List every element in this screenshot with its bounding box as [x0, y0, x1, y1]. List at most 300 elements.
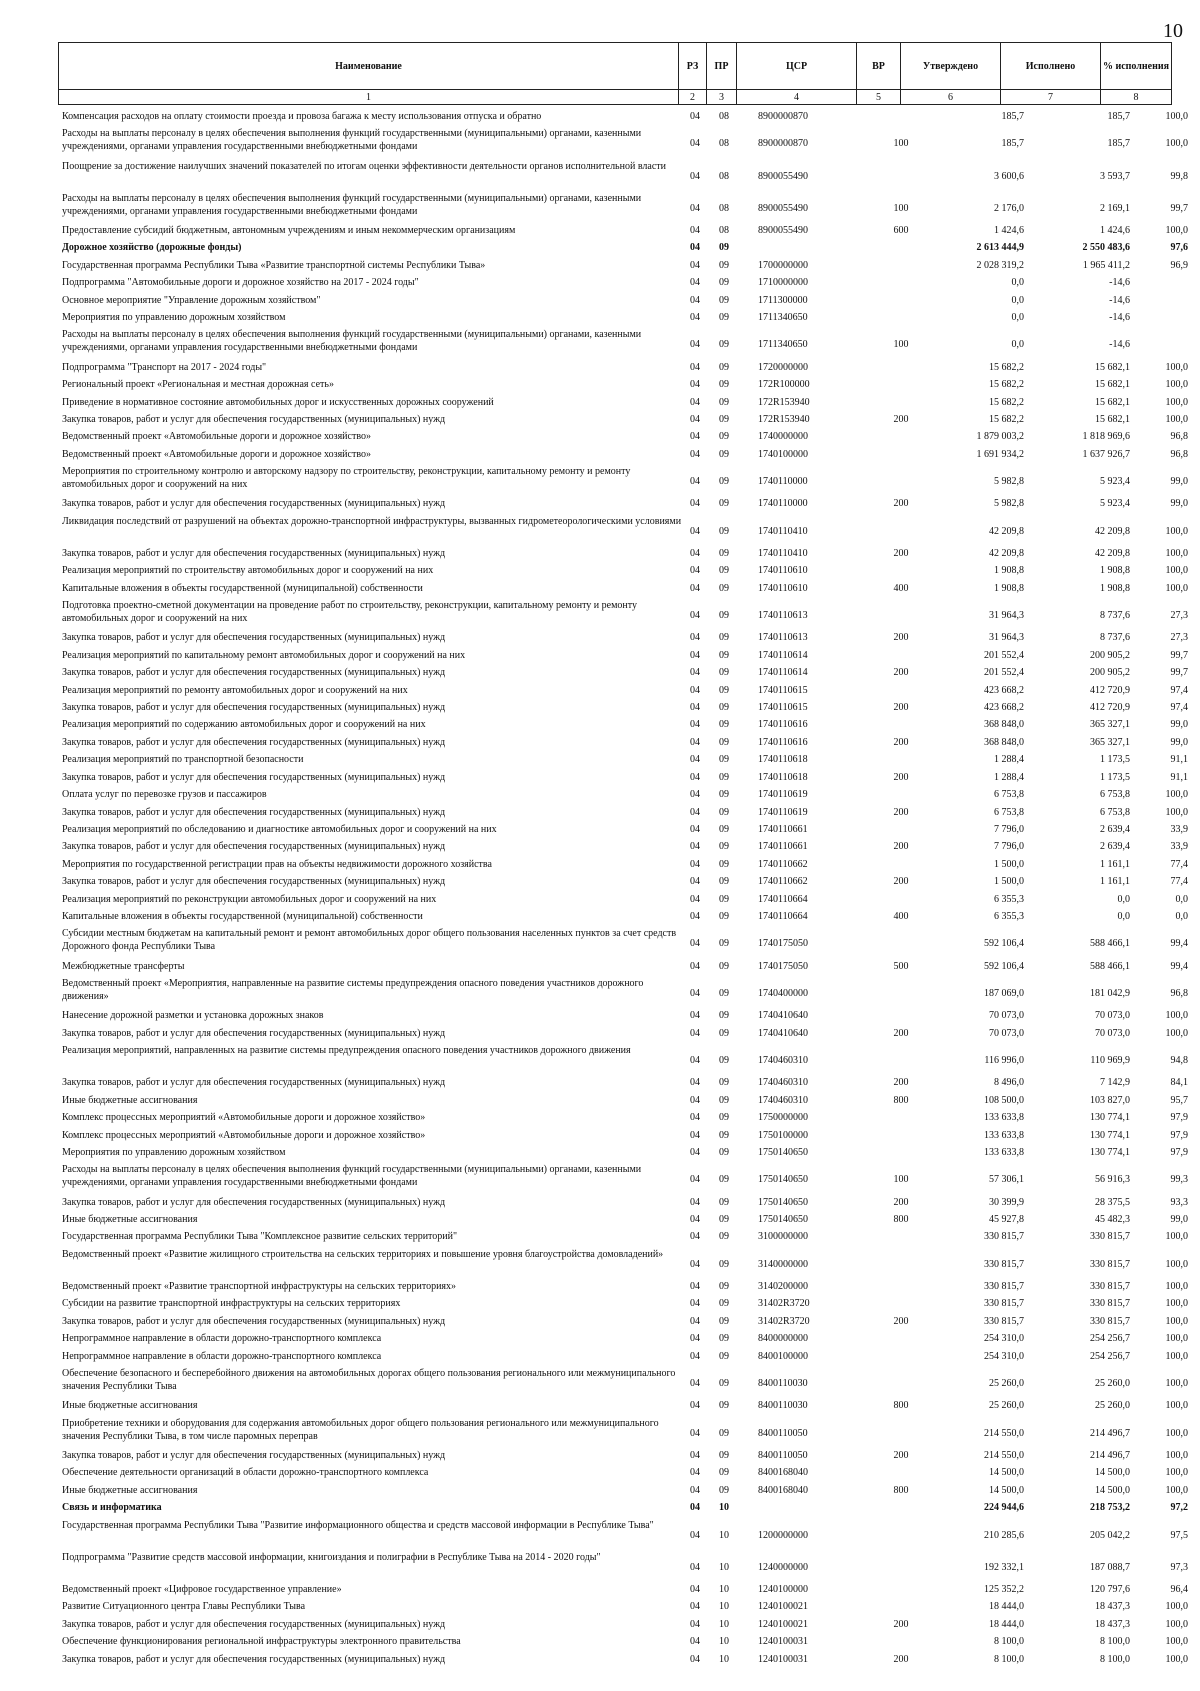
- row-approved: 0,0: [1011, 312, 1024, 324]
- row-vr: 200: [893, 736, 909, 748]
- row-name: Ведомственный проект «Развитие транспортной инфраструктуры на сельских территориях»: [62, 1281, 457, 1292]
- row-vr: 100: [893, 1174, 909, 1186]
- table-row: [58, 378, 1188, 395]
- row-rz: 04: [690, 1196, 700, 1208]
- row-executed: 365 327,1: [1090, 736, 1130, 748]
- table-row: [58, 1417, 1188, 1449]
- row-executed: 130 774,1: [1090, 1129, 1130, 1141]
- row-pr: 09: [719, 771, 729, 783]
- row-vr: 200: [893, 1653, 909, 1665]
- row-pr: 09: [719, 582, 729, 594]
- row-name: Непрограммное направление в области дорожно-транспортного комплекса: [62, 1333, 382, 1345]
- row-rz: 04: [690, 1174, 700, 1186]
- row-rz: 04: [690, 911, 700, 923]
- row-percent: 100,0: [1165, 1010, 1188, 1022]
- row-approved: 18 444,0: [989, 1601, 1024, 1613]
- row-vr: 800: [893, 1094, 909, 1106]
- row-percent: 96,8: [1170, 431, 1188, 443]
- row-executed: 1 637 926,7: [1082, 448, 1130, 460]
- row-pr: 09: [719, 294, 729, 306]
- row-name: Закупка товаров, работ и услуг для обеспечения государственных (муниципальных) нужд: [62, 806, 446, 818]
- row-approved: 116 996,0: [984, 1055, 1024, 1067]
- row-name: Приведение в нормативное состояние автомобильных дорог и искусственных дорожных сооружений: [62, 396, 494, 408]
- row-percent: 100,0: [1165, 1258, 1188, 1270]
- row-percent: 93,3: [1170, 1196, 1188, 1208]
- row-name: Иные бюджетные ассигнования: [62, 1400, 198, 1412]
- row-percent: 97,6: [1170, 242, 1188, 254]
- row-rz: 04: [690, 1653, 700, 1665]
- row-percent: 97,9: [1170, 1112, 1188, 1124]
- row-percent: 95,7: [1170, 1094, 1188, 1106]
- row-pr: 08: [719, 170, 729, 182]
- row-csr: 1740110619: [758, 789, 808, 801]
- row-executed: 3 593,7: [1100, 170, 1130, 182]
- row-rz: 04: [690, 1281, 700, 1292]
- row-pr: 09: [719, 277, 729, 289]
- row-rz: 04: [690, 170, 700, 182]
- row-rz: 04: [690, 1094, 700, 1106]
- row-rz: 04: [690, 431, 700, 443]
- header-executed: Исполнено: [1001, 43, 1101, 90]
- row-approved: 7 796,0: [994, 841, 1024, 853]
- row-pr: 09: [719, 1378, 729, 1390]
- row-executed: 14 500,0: [1095, 1484, 1130, 1496]
- table-row: [58, 1044, 1188, 1076]
- row-percent: 97,5: [1170, 1529, 1188, 1541]
- table-row: [58, 1196, 1188, 1213]
- row-csr: 1740175050: [758, 938, 808, 950]
- row-vr: 800: [893, 1484, 909, 1496]
- table-row: [58, 599, 1188, 631]
- row-executed: 1 908,8: [1100, 565, 1130, 577]
- table-row: [58, 823, 1188, 840]
- table-row: [58, 1399, 1188, 1416]
- row-csr: 172R153940: [758, 413, 810, 425]
- row-name: Иные бюджетные ассигнования: [62, 1484, 198, 1496]
- row-rz: 04: [690, 771, 700, 783]
- row-pr: 09: [719, 361, 729, 373]
- row-csr: 1740110661: [758, 841, 808, 853]
- row-executed: 330 815,7: [1090, 1281, 1130, 1292]
- row-rz: 04: [690, 684, 700, 696]
- row-percent: 99,4: [1170, 960, 1188, 972]
- table-row: [58, 631, 1188, 648]
- row-executed: 8 737,6: [1100, 632, 1130, 644]
- row-vr: 200: [893, 806, 909, 818]
- row-approved: 1 691 934,2: [976, 448, 1024, 460]
- row-rz: 04: [690, 1129, 700, 1141]
- row-percent: 97,3: [1170, 1561, 1188, 1573]
- row-approved: 7 796,0: [994, 823, 1024, 835]
- row-csr: 1740410640: [758, 1010, 808, 1022]
- row-executed: 412 720,9: [1090, 684, 1130, 696]
- row-percent: 100,0: [1165, 361, 1188, 373]
- row-pr: 09: [719, 649, 729, 661]
- row-approved: 57 306,1: [989, 1174, 1024, 1186]
- row-name: Непрограммное направление в области дорожно-транспортного комплекса: [62, 1350, 382, 1362]
- row-pr: 09: [719, 1427, 729, 1439]
- row-csr: 1740460310: [758, 1094, 808, 1106]
- row-executed: 130 774,1: [1090, 1146, 1130, 1158]
- row-pr: 09: [719, 1467, 729, 1479]
- row-name: Государственная программа Республики Тыва "Развитие информационного общества и средств массовой информации в Республике Тыва": [62, 1519, 654, 1531]
- row-pr: 09: [719, 431, 729, 443]
- row-rz: 04: [690, 138, 700, 150]
- row-rz: 04: [690, 1467, 700, 1479]
- table-row: [58, 960, 1188, 977]
- row-executed: 110 969,9: [1090, 1055, 1130, 1067]
- row-executed: 7 142,9: [1100, 1077, 1130, 1089]
- row-pr: 08: [719, 111, 729, 122]
- row-csr: 31402R3720: [758, 1298, 810, 1310]
- row-name: Мероприятия по государственной регистрации прав на объекты недвижимости дорожного хозяйства: [62, 858, 492, 870]
- row-csr: 1740110615: [758, 702, 808, 714]
- row-csr: 172R100000: [758, 379, 810, 391]
- row-rz: 04: [690, 1010, 700, 1022]
- row-rz: 04: [690, 1146, 700, 1158]
- table-row: [58, 1280, 1188, 1297]
- row-approved: 70 073,0: [989, 1027, 1024, 1039]
- row-name: Оплата услуг по перевозке грузов и пассажиров: [62, 789, 267, 801]
- row-csr: 1740110613: [758, 632, 808, 644]
- row-rz: 04: [690, 1502, 700, 1514]
- row-percent: 100,0: [1165, 1350, 1188, 1362]
- row-rz: 04: [690, 259, 700, 271]
- row-percent: 100,0: [1165, 138, 1188, 150]
- row-executed: 330 815,7: [1090, 1231, 1130, 1243]
- row-rz: 04: [690, 1400, 700, 1412]
- col-number: 1: [59, 90, 679, 105]
- row-executed: 8 100,0: [1100, 1653, 1130, 1665]
- row-approved: 224 944,6: [984, 1502, 1024, 1514]
- row-executed: 254 256,7: [1090, 1333, 1130, 1345]
- table-row: [58, 465, 1188, 497]
- table-row: [58, 515, 1188, 547]
- row-csr: 8900000870: [758, 138, 808, 150]
- page-number: 10: [1163, 20, 1183, 42]
- row-approved: 2 176,0: [994, 202, 1024, 214]
- row-rz: 04: [690, 312, 700, 324]
- row-executed: 8 100,0: [1100, 1636, 1130, 1648]
- row-name: Подпрограмма "Автомобильные дороги и дорожное хозяйство на 2017 - 2024 годы": [62, 277, 419, 289]
- row-vr: 100: [893, 202, 909, 214]
- row-name: Реализация мероприятий по капитальному ремонт автомобильных дорог и сооружений на них: [62, 649, 466, 661]
- row-rz: 04: [690, 277, 700, 289]
- row-csr: 8400100000: [758, 1350, 808, 1362]
- table-row: [58, 893, 1188, 910]
- row-name: Комплекс процессных мероприятий «Автомобильные дороги и дорожное хозяйство»: [62, 1112, 426, 1124]
- row-percent: 97,9: [1170, 1146, 1188, 1158]
- row-name: Закупка товаров, работ и услуг для обеспечения государственных (муниципальных) нужд: [62, 498, 446, 510]
- row-vr: 200: [893, 876, 909, 888]
- row-csr: 1740110619: [758, 806, 808, 818]
- row-approved: 0,0: [1011, 294, 1024, 306]
- row-rz: 04: [690, 361, 700, 373]
- row-pr: 09: [719, 1027, 729, 1039]
- row-rz: 04: [690, 806, 700, 818]
- row-pr: 09: [719, 1298, 729, 1310]
- row-rz: 04: [690, 988, 700, 1000]
- row-vr: 500: [893, 960, 909, 972]
- row-name: Закупка товаров, работ и услуг для обеспечения государственных (муниципальных) нужд: [62, 1618, 446, 1630]
- row-percent: 100,0: [1165, 1449, 1188, 1461]
- row-approved: 8 496,0: [994, 1077, 1024, 1089]
- row-name: Развитие Ситуационного центра Главы Республики Тыва: [62, 1601, 306, 1613]
- row-percent: 100,0: [1165, 525, 1188, 537]
- row-csr: 1240100031: [758, 1636, 808, 1648]
- row-rz: 04: [690, 476, 700, 488]
- row-percent: 99,0: [1170, 1213, 1188, 1225]
- row-approved: 31 964,3: [989, 632, 1024, 644]
- table-row: [58, 1635, 1188, 1652]
- row-vr: 100: [893, 138, 909, 150]
- row-percent: 100,0: [1165, 806, 1188, 818]
- row-executed: 15 682,1: [1095, 361, 1130, 373]
- row-pr: 09: [719, 719, 729, 731]
- row-percent: 91,1: [1170, 754, 1188, 766]
- row-pr: 09: [719, 476, 729, 488]
- row-name: Государственная программа Республики Тыва «Развитие транспортной системы Республики Тыва»: [62, 259, 486, 271]
- table-row: [58, 771, 1188, 788]
- row-name: Реализация мероприятий по строительству автомобильных дорог и сооружений на них: [62, 565, 434, 577]
- row-rz: 04: [690, 876, 700, 888]
- table-row: [58, 875, 1188, 892]
- table-row: [58, 1466, 1188, 1483]
- row-vr: 200: [893, 771, 909, 783]
- row-pr: 09: [719, 858, 729, 870]
- row-approved: 1 908,8: [994, 565, 1024, 577]
- row-executed: 412 720,9: [1090, 702, 1130, 714]
- row-percent: 84,1: [1170, 1077, 1188, 1089]
- row-pr: 10: [719, 1583, 729, 1595]
- row-rz: 04: [690, 202, 700, 214]
- row-approved: 214 550,0: [984, 1449, 1024, 1461]
- row-percent: 99,7: [1170, 202, 1188, 214]
- row-rz: 04: [690, 841, 700, 853]
- row-name: Закупка товаров, работ и услуг для обеспечения государственных (муниципальных) нужд: [62, 547, 446, 559]
- row-name: Реализация мероприятий по содержанию автомобильных дорог и сооружений на них: [62, 719, 426, 731]
- row-csr: 1740400000: [758, 988, 808, 1000]
- row-vr: 200: [893, 1315, 909, 1327]
- row-percent: 97,9: [1170, 1129, 1188, 1141]
- row-rz: 04: [690, 448, 700, 460]
- row-rz: 04: [690, 632, 700, 644]
- row-vr: 200: [893, 413, 909, 425]
- row-rz: 04: [690, 582, 700, 594]
- row-rz: 04: [690, 610, 700, 622]
- row-csr: 1740110615: [758, 684, 808, 696]
- row-name: Ликвидация последствий от разрушений на объектах дорожно-транспортной инфраструктуры, вызванных гидрометеорологическими условиями: [62, 515, 682, 527]
- row-csr: 1740110614: [758, 667, 808, 679]
- row-percent: 100,0: [1165, 547, 1188, 559]
- col-number: 4: [737, 90, 857, 105]
- row-pr: 09: [719, 1129, 729, 1141]
- row-name: Закупка товаров, работ и услуг для обеспечения государственных (муниципальных) нужд: [62, 771, 446, 783]
- row-rz: 04: [690, 565, 700, 577]
- row-approved: 6 753,8: [994, 789, 1024, 801]
- row-approved: 1 879 003,2: [976, 431, 1024, 443]
- row-pr: 09: [719, 242, 729, 254]
- header-vr: ВР: [857, 43, 901, 90]
- table-row: [58, 396, 1188, 413]
- table-row: [58, 497, 1188, 514]
- row-csr: 8900055490: [758, 170, 808, 182]
- budget-table-header: [58, 42, 1172, 105]
- row-pr: 09: [719, 736, 729, 748]
- row-name: Расходы на выплаты персоналу в целях обеспечения выполнения функций государственными (муниципальными) органами, казенными учреждениями, органами управления государственными внебюджетными фондами: [62, 192, 642, 217]
- row-executed: 0,0: [1117, 911, 1130, 923]
- row-executed: 214 496,7: [1090, 1449, 1130, 1461]
- row-name: Закупка товаров, работ и услуг для обеспечения государственных (муниципальных) нужд: [62, 736, 446, 748]
- table-row: [58, 1484, 1188, 1501]
- row-executed: 1 818 969,6: [1082, 431, 1130, 443]
- row-pr: 09: [719, 1094, 729, 1106]
- row-pr: 10: [719, 1601, 729, 1613]
- row-executed: 25 260,0: [1095, 1400, 1130, 1412]
- row-rz: 04: [690, 1258, 700, 1270]
- table-row: [58, 806, 1188, 823]
- row-rz: 04: [690, 339, 700, 351]
- row-approved: 31 964,3: [989, 610, 1024, 622]
- row-executed: 15 682,1: [1095, 379, 1130, 391]
- row-name: Закупка товаров, работ и услуг для обеспечения государственных (муниципальных) нужд: [62, 413, 446, 425]
- row-percent: 96,8: [1170, 988, 1188, 1000]
- row-vr: 200: [893, 841, 909, 853]
- row-rz: 04: [690, 789, 700, 801]
- row-pr: 09: [719, 610, 729, 622]
- row-approved: 185,7: [1001, 138, 1024, 150]
- row-approved: 15 682,2: [989, 413, 1024, 425]
- row-percent: 100,0: [1165, 1467, 1188, 1479]
- row-rz: 04: [690, 498, 700, 510]
- row-csr: 1240100031: [758, 1653, 808, 1665]
- row-executed: 15 682,1: [1095, 396, 1130, 408]
- table-row: [58, 718, 1188, 735]
- table-row: [58, 361, 1188, 378]
- row-csr: 1740110000: [758, 498, 808, 510]
- row-pr: 08: [719, 225, 729, 237]
- row-executed: 365 327,1: [1090, 719, 1130, 731]
- row-csr: 1740110618: [758, 771, 808, 783]
- row-csr: 1740110410: [758, 547, 808, 559]
- row-name: Ведомственный проект «Автомобильные дороги и дорожное хозяйство»: [62, 431, 371, 443]
- row-csr: 8900000870: [758, 111, 808, 122]
- table-row: [58, 1449, 1188, 1466]
- row-pr: 09: [719, 1449, 729, 1461]
- row-executed: 6 753,8: [1100, 806, 1130, 818]
- row-rz: 04: [690, 858, 700, 870]
- row-name: Региональный проект «Региональная и местная дорожная сеть»: [62, 379, 334, 391]
- row-name: Мероприятия по строительному контролю и авторскому надзору по строительству, реконструкции, капитальному ремонту и ремонту автомобильных дорог и сооружений на них: [62, 466, 631, 491]
- row-executed: -14,6: [1109, 294, 1130, 306]
- row-name: Нанесение дорожной разметки и установка дорожных знаков: [62, 1010, 324, 1022]
- row-percent: 100,0: [1165, 789, 1188, 801]
- table-row: [58, 1600, 1188, 1617]
- row-pr: 09: [719, 498, 729, 510]
- table-row: [58, 1027, 1188, 1044]
- row-pr: 09: [719, 1146, 729, 1158]
- row-csr: 8400168040: [758, 1467, 808, 1479]
- table-row: [58, 294, 1171, 311]
- row-percent: 99,0: [1170, 476, 1188, 488]
- row-name: Основное мероприятие "Управление дорожным хозяйством": [62, 294, 321, 306]
- row-approved: 592 106,4: [984, 960, 1024, 972]
- row-csr: 1750140650: [758, 1146, 808, 1158]
- row-csr: 172R153940: [758, 396, 810, 408]
- row-csr: 1711340650: [758, 339, 808, 351]
- row-percent: 99,4: [1170, 938, 1188, 950]
- row-csr: 1750140650: [758, 1174, 808, 1186]
- row-pr: 09: [719, 1077, 729, 1089]
- row-name: Закупка товаров, работ и услуг для обеспечения государственных (муниципальных) нужд: [62, 1315, 446, 1327]
- row-pr: 09: [719, 1315, 729, 1327]
- row-name: Закупка товаров, работ и услуг для обеспечения государственных (муниципальных) нужд: [62, 632, 446, 644]
- row-approved: 0,0: [1011, 277, 1024, 289]
- row-rz: 04: [690, 413, 700, 425]
- table-row: [58, 1163, 1188, 1195]
- row-approved: 214 550,0: [984, 1427, 1024, 1439]
- row-csr: 8400110050: [758, 1427, 808, 1439]
- row-name: Субсидии на развитие транспортной инфраструктуры на сельских территориях: [62, 1298, 401, 1310]
- row-executed: 1 424,6: [1100, 225, 1130, 237]
- row-csr: 1200000000: [758, 1529, 808, 1541]
- row-percent: 99,3: [1170, 1174, 1188, 1186]
- row-approved: 192 332,1: [984, 1561, 1024, 1573]
- row-vr: 200: [893, 498, 909, 510]
- row-approved: 201 552,4: [984, 667, 1024, 679]
- row-approved: 8 100,0: [994, 1636, 1024, 1648]
- row-rz: 04: [690, 111, 700, 122]
- row-csr: 3100000000: [758, 1231, 808, 1243]
- row-name: Ведомственный проект «Развитие жилищного строительства на сельских территориях и повышение уровня благоустройства домовладений»: [62, 1248, 664, 1260]
- header-rz: РЗ: [679, 43, 707, 90]
- table-row: [58, 1653, 1188, 1670]
- row-name: Подпрограмма "Развитие средств массовой информации, книгоиздания и полиграфии в Республике Тыва на 2014 - 2020 годы": [62, 1551, 601, 1563]
- row-executed: 2 639,4: [1100, 823, 1130, 835]
- row-name: Обеспечение функционирования региональной инфраструктуры электронного правительства: [62, 1636, 461, 1648]
- row-executed: 205 042,2: [1090, 1529, 1130, 1541]
- row-csr: 1710000000: [758, 277, 808, 289]
- row-percent: 100,0: [1165, 1333, 1188, 1345]
- row-executed: 181 042,9: [1090, 988, 1130, 1000]
- row-rz: 04: [690, 242, 700, 254]
- row-executed: 1 965 411,2: [1082, 259, 1130, 271]
- row-vr: 400: [893, 911, 909, 923]
- row-approved: 108 500,0: [984, 1094, 1024, 1106]
- row-pr: 09: [719, 1258, 729, 1270]
- row-csr: 1740460310: [758, 1055, 808, 1067]
- row-approved: 133 633,8: [984, 1112, 1024, 1124]
- row-rz: 04: [690, 1315, 700, 1327]
- row-percent: 97,2: [1170, 1502, 1188, 1514]
- row-vr: 800: [893, 1400, 909, 1412]
- row-name: Субсидии местным бюджетам на капитальный ремонт и ремонт автомобильных дорог общего пользования населенных пунктов за счет средств Дорожного фонда Республики Тыва: [62, 928, 677, 953]
- row-approved: 2 028 319,2: [976, 259, 1024, 271]
- row-approved: 3 600,6: [994, 170, 1024, 182]
- row-executed: 6 753,8: [1100, 789, 1130, 801]
- row-approved: 15 682,2: [989, 396, 1024, 408]
- row-approved: 42 209,8: [989, 525, 1024, 537]
- row-pr: 09: [719, 893, 729, 905]
- row-pr: 09: [719, 1484, 729, 1496]
- col-number: 6: [901, 90, 1001, 105]
- row-rz: 04: [690, 823, 700, 835]
- row-pr: 09: [719, 1400, 729, 1412]
- table-row: [58, 753, 1188, 770]
- row-csr: 1740460310: [758, 1077, 808, 1089]
- row-pr: 09: [719, 911, 729, 923]
- row-percent: 96,9: [1170, 259, 1188, 271]
